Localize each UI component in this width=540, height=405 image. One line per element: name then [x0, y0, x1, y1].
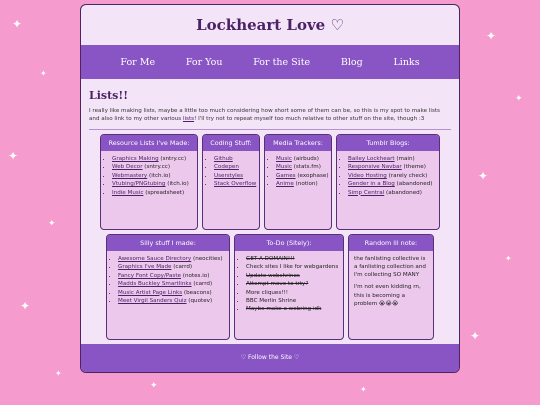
main-content — [81, 79, 459, 340]
list-note: (carrd) — [191, 281, 213, 288]
list-item — [348, 189, 439, 197]
resource-lists-box — [100, 134, 198, 230]
list-link[interactable]: Bailey Lockheart — [348, 156, 395, 163]
sparkle-icon: ✦ — [478, 169, 489, 183]
intro-text-end: ! I'll try not to repeat myself too much relative to other stuff on the site, though :3 — [194, 115, 425, 122]
list-link[interactable]: Madds Buckley Smartlinks — [118, 281, 192, 288]
media-trackers-box — [264, 134, 332, 230]
box-title: Resource Lists I've Made: — [101, 135, 197, 151]
lists-link[interactable]: lists — [182, 115, 195, 122]
list-note: (itch.io) — [147, 172, 171, 179]
todo-item: • BBC Merlin Shrine — [246, 297, 343, 305]
list-note: (stats.fm) — [291, 164, 321, 171]
site-title: Lockheart Love ♡ — [196, 16, 344, 34]
list-link[interactable]: Simp Central — [348, 189, 385, 196]
nav-item-for-you[interactable]: For You — [185, 56, 223, 68]
list-link[interactable]: Responsive Navbar — [348, 164, 402, 171]
list-link[interactable]: Webmastery — [112, 172, 148, 179]
list-link[interactable]: Music Artist Page Links — [118, 289, 183, 296]
box-title: To-Do (Sitely): — [235, 235, 343, 251]
sparkle-icon: ✦ — [505, 254, 512, 263]
box-title: Random lil note: — [349, 235, 433, 251]
list-link[interactable]: Github — [214, 156, 233, 163]
box-title: Tumblr Blogs: — [337, 135, 439, 151]
nav-item-for-the-site[interactable]: For the Site — [253, 56, 311, 68]
sparkle-icon: ✦ — [470, 329, 481, 343]
list-note: (quotev) — [186, 298, 213, 305]
list-link[interactable]: Indie Music — [112, 189, 144, 196]
sparkle-icon: ✦ — [55, 369, 62, 378]
sparkle-icon: ✦ — [20, 299, 31, 313]
list-item — [112, 172, 197, 180]
main-nav — [81, 45, 459, 79]
box-title: Media Trackers: — [265, 135, 331, 151]
nav-item-links[interactable]: Links — [393, 56, 420, 68]
box-title: Coding Stuff: — [203, 135, 259, 151]
list-item — [112, 163, 197, 171]
list-link[interactable]: Graphics Making — [112, 156, 159, 163]
list-link[interactable]: Video Hosting — [348, 172, 387, 179]
list-link[interactable]: Anime — [276, 181, 294, 188]
list-link[interactable]: Meet Virgil Sanders Quiz — [118, 298, 187, 305]
list-link[interactable]: Stack Overflow — [214, 181, 257, 188]
list-item — [214, 172, 259, 180]
nav-item-for-me[interactable]: For Me — [120, 56, 156, 68]
lists-row-top — [89, 134, 451, 230]
follow-site-link[interactable]: ♡ Follow the Site ♡ — [81, 344, 459, 372]
list-item — [276, 155, 331, 163]
list-note: (rarely check) — [386, 172, 428, 179]
intro-text — [89, 108, 451, 123]
intro-text-start: I really like making lists, maybe a little too much considering how short some of them can be, so this is my spot to make lists and also link to my other various — [89, 108, 440, 122]
list-link[interactable]: Music — [276, 164, 292, 171]
list-note: (airbuds) — [291, 156, 319, 163]
note-paragraph: the fanlisting collective is a fanlisting collection and I'm collecting SO MANY — [354, 256, 426, 279]
list-note: (itch.io) — [165, 181, 189, 188]
nav-item-blog[interactable]: Blog — [340, 56, 363, 68]
tumblr-blogs-box — [336, 134, 440, 230]
todo-item-done: • Update webshrines — [246, 272, 343, 280]
silly-stuff-box — [106, 234, 230, 340]
list-link[interactable]: Userstyles — [214, 172, 244, 179]
coding-stuff-box — [202, 134, 260, 230]
list-item — [118, 263, 229, 271]
sparkle-icon: ✦ — [515, 94, 523, 104]
list-item — [348, 180, 439, 188]
list-item — [276, 172, 331, 180]
list-note: (sntry.cc) — [158, 156, 187, 163]
list-link[interactable]: Codepen — [214, 164, 239, 171]
divider — [89, 129, 451, 130]
todo-item-done: • GET A DOMAIN!!! — [246, 255, 343, 263]
list-item — [348, 155, 439, 163]
list-note: (abandoned) — [394, 181, 433, 188]
sparkle-icon: ✦ — [360, 385, 367, 394]
sparkle-icon: ✦ — [150, 381, 158, 391]
list-item — [118, 272, 229, 280]
list-note: (notes.io) — [180, 272, 210, 279]
list-link[interactable]: Games — [276, 172, 296, 179]
sparkle-icon: ✦ — [12, 17, 23, 31]
sparkle-icon: ✦ — [8, 149, 19, 163]
list-item — [118, 297, 229, 305]
list-item — [276, 180, 331, 188]
list-link[interactable]: Gender in a Blog — [348, 181, 395, 188]
list-note: (exophase) — [295, 172, 329, 179]
todo-box — [234, 234, 344, 340]
list-item — [214, 163, 259, 171]
list-item — [118, 289, 229, 297]
lists-row-bottom — [89, 234, 451, 340]
list-item — [214, 155, 259, 163]
list-item — [112, 180, 197, 188]
list-link[interactable]: Web Decor — [112, 164, 143, 171]
list-link[interactable]: Vtubing/PNGtubing — [112, 181, 166, 188]
todo-item-done: • Attempt move to trty? — [246, 280, 343, 288]
list-note: (carrd) — [171, 264, 193, 271]
list-note: (sntry.cc) — [142, 164, 171, 171]
list-note: (main) — [394, 156, 415, 163]
list-item — [112, 189, 197, 197]
list-note: (abandoned) — [384, 189, 422, 196]
list-note: (neocities) — [191, 256, 223, 263]
list-note: (theme) — [401, 164, 426, 171]
todo-item-done: • Maybe make a webring idk — [246, 305, 343, 313]
sparkle-icon: ✦ — [486, 29, 497, 43]
list-link[interactable]: Graphics I've Made — [118, 264, 172, 271]
list-item — [348, 172, 439, 180]
todo-item: • More cliques!!! — [246, 289, 343, 297]
list-link[interactable]: Music — [276, 156, 292, 163]
list-note: (notion) — [293, 181, 318, 188]
page-heading: Lists!! — [89, 89, 129, 102]
list-item — [348, 163, 439, 171]
sparkle-icon: ✦ — [48, 219, 56, 229]
list-link[interactable]: Awesome Sauce Directory — [118, 256, 192, 263]
list-link[interactable]: Fancy Font Copy/Paste — [118, 272, 181, 279]
box-title: Silly stuff I made: — [107, 235, 229, 251]
list-item — [276, 163, 331, 171]
sparkle-icon: ✦ — [40, 69, 47, 78]
list-note: (beacons) — [182, 289, 212, 296]
random-note-box — [348, 234, 434, 340]
note-paragraph: I'm not even kidding rn, this is becoming a problem 😭😭😭 — [354, 284, 421, 307]
page-container — [80, 4, 460, 373]
list-item — [118, 280, 229, 288]
list-item — [112, 155, 197, 163]
list-note: (spreadsheet) — [143, 189, 185, 196]
todo-item: • Check sites I like for webgardens — [246, 263, 343, 271]
list-item — [214, 180, 259, 188]
list-item — [118, 255, 229, 263]
